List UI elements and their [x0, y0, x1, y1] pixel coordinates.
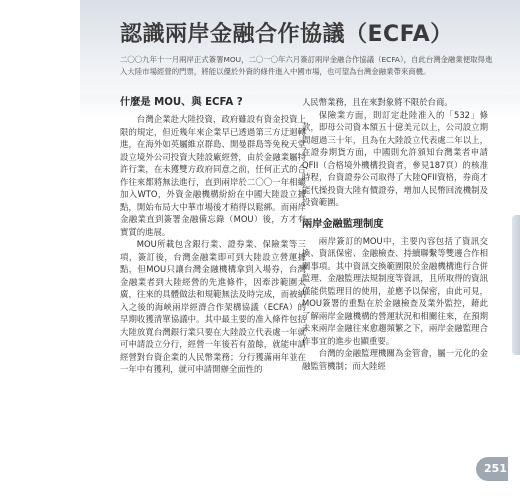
chapter-tab	[512, 215, 520, 355]
right-column	[302, 96, 488, 372]
body-paragraph: 人民幣業務，且在來對象將不限於台商。	[302, 97, 453, 107]
body-paragraph: 兩岸簽訂的MOU中，主要內容包括了資訊交換、資訊保密、金融檢查、持續聯繫等雙邊合作相關事項。其中資訊交換範圍限於金融機構進行合併監理、金融監理法規制度等資訊，且所取得的資訊僅能供監理目的使用，並應予以保密，由此可見，MOU簽署的重點在於金融檢查及業外監控，藉此了解兩岸金融機構的營運狀況和相關往來，在預期未來兩岸金融往來愈趨頻繁之下，兩岸金融監理合作事宜的進步也顯重要。	[302, 235, 488, 346]
body-paragraph: 台灣的金融監理機關為金管會，屬一元化的金融監管機制；而大陸經	[302, 348, 488, 371]
body-paragraph: 台灣企業赴大陸投資，政府雖設有資金投資上限的規定，但近幾年來企業早已透過第三方迂迴轉進，在海外如英屬維京群島、開曼群島等免稅天堂設立境外公司投資大陸設廠經營，由於金融業屬特許行業，在未獲雙方政府同意之前，任何正式的合作往來都將無法進行，直到兩岸於二〇〇一年相繼加入WTO，外資金融機構紛紛在中國大陸設立據點，開始布局大中華市場後才稍得以鬆綁。而兩岸金融業直到簽署金融備忘錄（MOU）後，方才有實質的進展。	[120, 114, 306, 237]
section-title-mou-ecfa: 什麼是 MOU、與 ECFA ?	[120, 97, 243, 108]
body-paragraph: MOU所載包含銀行業、證券業、保險業等三項，簽訂後，台灣金融業即可到大陸設立營運據點，但MOU只讓台灣金融機構拿到入場券，台灣金融業者到大陸經營的先進條件，因牽涉範圍太廣，往來的具體做法和規範無法及時完成，而被納入之後的海峽兩岸經濟合作架構協議（ECFA）的早期收獲清單協議中。其中最主要的准入條件包括大陸放寬台灣銀行業只要在大陸設立代表處一年就可申請設立分行，經營一年後若有盈餘，就能申請經營對台資企業的人民幣業務；分行獲滿兩年並在一年中有獲利，就可申請開辦全面性的	[120, 239, 306, 374]
section-title-supervision: 兩岸金融監理制度	[302, 218, 384, 230]
intro-text: 二〇〇九年十一月兩岸正式簽署MOU，二〇一〇年六月簽訂兩岸金融合作協議（ECFA），自此台灣金融業便取得進入大陸市場經營的門票，將能以優於外資的條件進入中國市場，也可望為台灣金融業帶來商機。	[120, 55, 493, 76]
section-gap	[302, 209, 488, 218]
body-paragraph: 保險業方面，則訂定赴陸准入的「532」條款，即母公司資本額五十億美元以上，公司設立期間超過三十年，且為在大陸設立代表處二年以上，在證券期貨方面，中國則允許頒知台灣業者申請QFII（合格境外機構投資者，參見187頁）的核准時程，台資證券公司取得了大陸QFII資格，券商才能代操投資大陸有價證券，增加人民幣回流機制及投資範圍。	[302, 109, 488, 207]
left-column	[120, 96, 306, 376]
page-number: 251	[484, 462, 507, 475]
page-title: 認識兩岸金融合作協議（ECFA）	[120, 22, 453, 47]
